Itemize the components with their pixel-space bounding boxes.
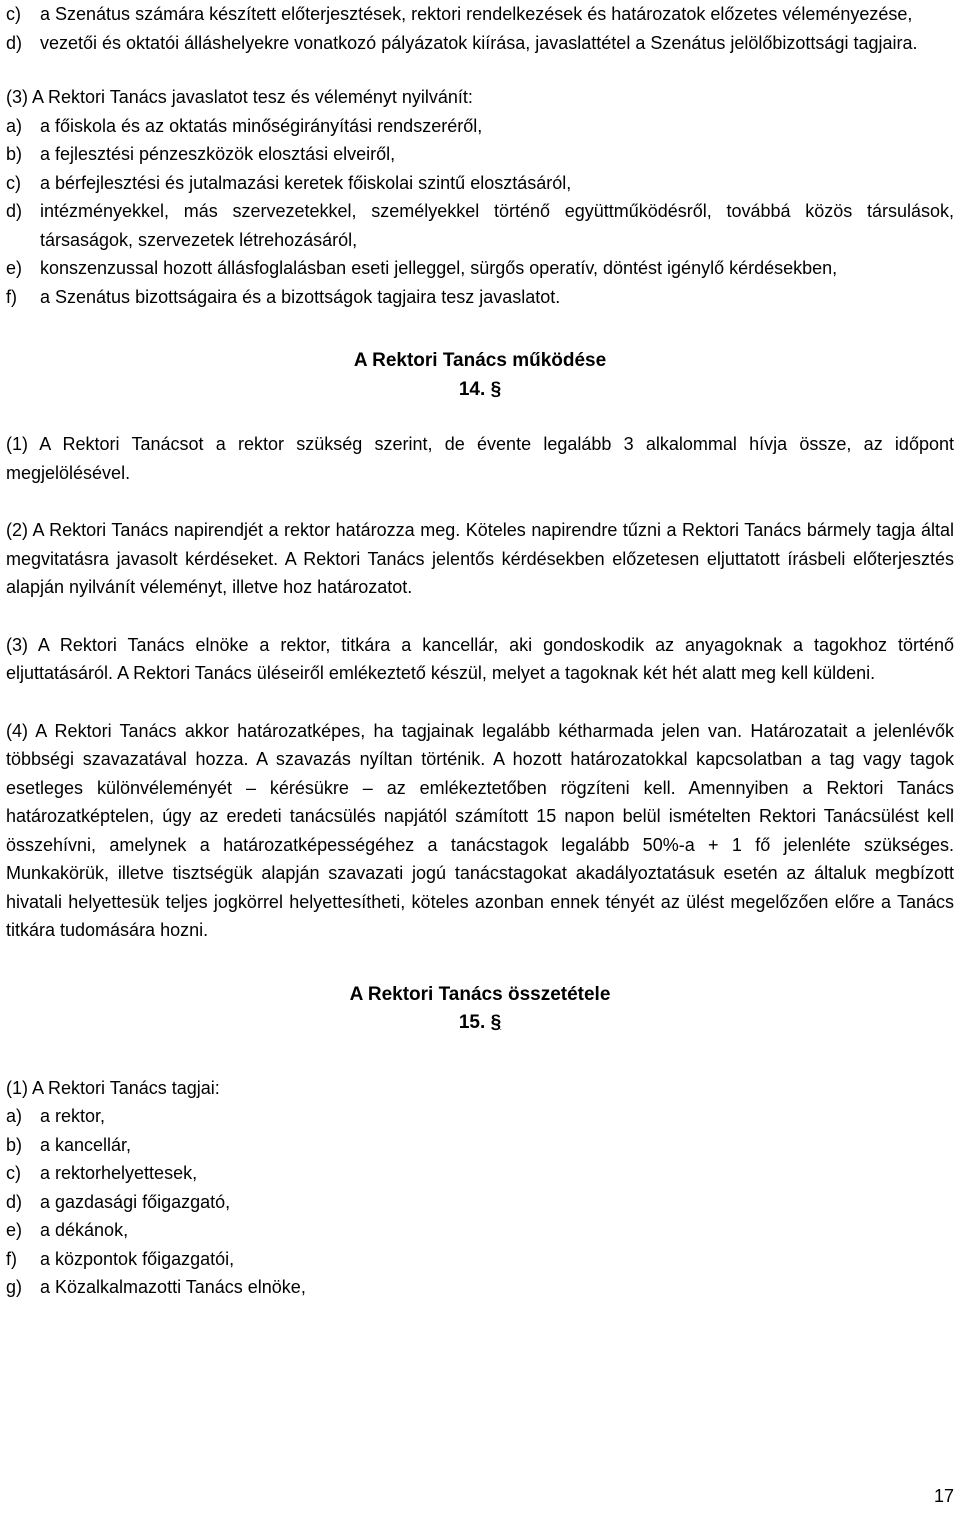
list-item: [6, 254, 954, 283]
list-item-text: a Szenátus számára készített előterjesztések, rektori rendelkezések és határozatok előzetes véleményezése,: [40, 4, 913, 24]
list-item-label: d): [6, 201, 23, 221]
list-item: [6, 1102, 954, 1131]
list-item-label: c): [6, 1163, 21, 1183]
list-item-text: a Szenátus bizottságaira és a bizottságok tagjaira tesz javaslatot.: [40, 286, 561, 307]
list-item-label: b): [6, 144, 23, 164]
list-item-text: a dékánok,: [40, 1220, 129, 1240]
list-item: [6, 1273, 954, 1302]
section3-intro: (3) A Rektori Tanács javaslatot tesz és véleményt nyilvánít:: [6, 87, 473, 107]
paragraph: (2) A Rektori Tanács napirendjét a rektor határozza meg. Köteles napirendre tűzni a Rektori Tanács bármely tagja által megvitatásra javasolt kérdéseket. A Rektori Tanács jelentős kérdésekben előzetesen eljuttatott írásbeli előterjesztés alapján nyilvánít véleményt, illetve hoz határozatot.: [6, 520, 954, 597]
list-item-label: a): [6, 115, 23, 136]
list-item: [6, 0, 954, 29]
section-heading-14: [6, 347, 954, 404]
list-item-text: konszenzussal hozott állásfoglalásban eseti jelleggel, sürgős operatív, döntést igénylő kérdésekben,: [40, 258, 838, 278]
section-title: A Rektori Tanács működése: [353, 350, 607, 371]
paragraph: (4) A Rektori Tanács akkor határozatképes, ha tagjainak legalább kétharmada jelen van. Határozatait a jelenlévők többségi szavazatával hozza. A szavazás nyíltan történik. A hozott határozatokkal kapcsolatban a tag vagy tagok esetleges különvéleményét – kérésükre – az emlékeztetőben rögzíteni kell. Amennyiben a Rektori Tanács határozatképtelen, úgy az eredeti tanácsülés napjától számított 15 napon belül ismételten Rektori Tanácsülést kell összehívni, amelynek a határozatképességéhez a tanácstagok legalább 50%-a + 1 fő jelenléte szükséges. Munkakörük, illetve tisztségük alapján szavazati jogú tanácstagokat akadályoztatásuk esetén az általuk megbízott hivatali helyettesük teljes jogkörrel helyettesítheti, köteles azonban ennek tényét az ülést megelőzően előre a Tanács titkára tudomására hozni.: [6, 720, 954, 940]
list-item-label: f): [6, 286, 17, 307]
list-item-text: vezetői és oktatói álláshelyekre vonatkozó pályázatok kiírása, javaslattétel a Szenátus jelölőbizottsági tagjaira.: [40, 32, 918, 53]
list-item: [6, 1131, 954, 1160]
list-item: [6, 112, 954, 141]
list-item: [6, 1245, 954, 1274]
list-item-text: a gazdasági főigazgató,: [40, 1191, 231, 1212]
paragraph: (3) A Rektori Tanács elnöke a rektor, titkára a kancellár, aki gondoskodik az anyagoknak a tagokhoz történő eljuttatásáról. A Rektori Tanács üléseiről emlékeztető készül, melyet a tagoknak két hét alatt meg kell küldeni.: [6, 634, 954, 683]
section3-list: [6, 112, 954, 312]
list-item: [6, 140, 954, 169]
paragraph-sign: §: [490, 378, 502, 400]
section15-intro: (1) A Rektori Tanács tagjai:: [6, 1077, 220, 1098]
list-item-label: a): [6, 1106, 23, 1126]
list-item-label: g): [6, 1277, 23, 1297]
list-item-label: e): [6, 258, 23, 278]
page-number: 17: [933, 1486, 954, 1506]
list-item: [6, 1159, 954, 1188]
list-item-text: a Közalkalmazotti Tanács elnöke,: [40, 1277, 306, 1297]
list-item-text: intézményekkel, más szervezetekkel, személyekkel történő együttműködésről, továbbá közös társulások, társaságok, szervezetek létrehozásáról,: [40, 201, 954, 250]
list-item: [6, 169, 954, 198]
paragraph: (1) A Rektori Tanácsot a rektor szükség szerint, de évente legalább 3 alkalommal hívja össze, az időpont megjelölésével.: [6, 434, 954, 483]
list-item-label: e): [6, 1220, 23, 1240]
section-number-text: 14.: [458, 378, 486, 400]
list-item-text: a rektorhelyettesek,: [40, 1163, 198, 1183]
list-item-text: a bérfejlesztési és jutalmazási keretek főiskolai szintű elosztásáról,: [40, 172, 572, 193]
list-item: [6, 283, 954, 312]
list-item: [6, 1216, 954, 1245]
section-number: [6, 1009, 954, 1038]
list-item-label: c): [6, 172, 21, 193]
list-item-text: a főiskola és az oktatás minőségirányítási rendszeréről,: [40, 115, 483, 136]
section15-list: [6, 1102, 954, 1302]
list-item-label: f): [6, 1248, 17, 1269]
list-item-text: a kancellár,: [40, 1134, 132, 1155]
paragraph-sign: §: [490, 1012, 502, 1033]
section-number: [6, 376, 954, 405]
list-item-label: d): [6, 32, 23, 53]
list-item-label: c): [6, 4, 21, 24]
list-item-label: b): [6, 1134, 23, 1155]
document-page: [6, 0, 954, 1302]
list-item-text: a fejlesztési pénzeszközök elosztási elveiről,: [40, 144, 396, 164]
top-list: [6, 0, 954, 57]
list-item-text: a rektor,: [40, 1106, 106, 1126]
list-item: [6, 197, 954, 254]
list-item-text: a központok főigazgatói,: [40, 1248, 235, 1269]
section-title: A Rektori Tanács összetétele: [349, 983, 611, 1005]
list-item: [6, 29, 954, 58]
section-number-text: 15.: [458, 1012, 486, 1033]
list-item-label: d): [6, 1191, 23, 1212]
section-heading-15: [6, 981, 954, 1038]
list-item: [6, 1188, 954, 1217]
